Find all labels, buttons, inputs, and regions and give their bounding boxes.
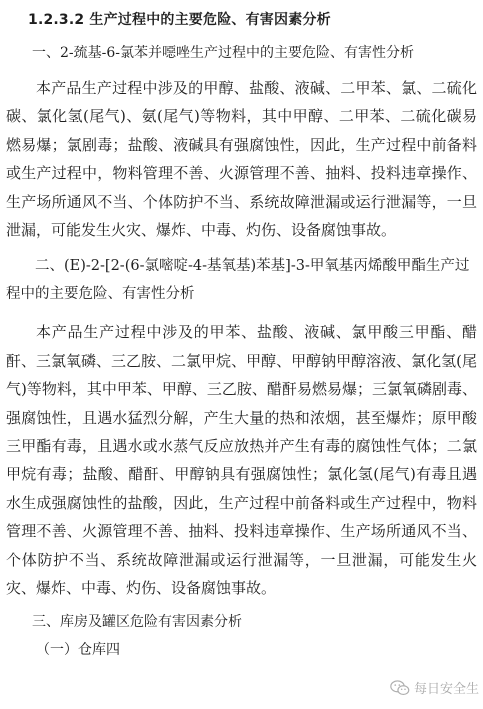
paragraph-1: 本产品生产过程中涉及的甲醇、盐酸、液碱、二甲苯、氯、二硫化碳、氯化氢(尾气)、氨(尾气)等物料，其中甲醇、二甲苯、二硫化碳易燃易爆；氯剧毒；盐酸、液碱具有强腐蚀性，因此，生产过程中前备料或生产过程中，物料管理不善、火源管理不善、抽料、投料违章操作、生产场所通风不当、个体防护不当、系统故障泄漏或运行泄漏等，一旦泄漏，可能发生火灾、爆炸、中毒、灼伤、设备腐蚀事故。: [6, 79, 477, 240]
subsection-title-2: 二、(E)-2-[2-(6-氯嘧啶-4-基氧基)苯基]-3-甲氧基丙烯酸甲酯生产过程中的主要危险、有害性分析: [6, 258, 470, 303]
section-title-3: 三、库房及罐区危险有害因素分析: [32, 613, 242, 630]
section-heading: 1.2.3.2 生产过程中的主要危险、有害因素分析: [28, 12, 331, 28]
watermark-text: 每日安全生: [413, 682, 479, 697]
watermark: [390, 678, 479, 697]
list-item-warehouse-4: （一）仓库四: [36, 641, 120, 658]
wechat-icon: [390, 679, 410, 697]
paragraph-2: 本产品生产过程中涉及的甲苯、盐酸、液碱、氯甲酸三甲酯、醋酐、三氯氧磷、三乙胺、二氯甲烷、甲醇、甲醇钠甲醇溶液、氯化氢(尾气)等物料，其中甲苯、甲醇、三乙胺、醋酐易燃易爆；三氯氧磷剧毒、强腐蚀性，且遇水猛烈分解，产生大量的热和浓烟，甚至爆炸；原甲酸三甲酯有毒，且遇水或水蒸气反应放热并产生有毒的腐蚀性气体；二氯甲烷有毒；盐酸、醋酐、甲醇钠具有强腐蚀性；氯化氢(尾气)有毒且遇水生成强腐蚀性的盐酸，因此，生产过程中前备料或生产过程中，物料管理不善、火源管理不善、抽料、投料违章操作、生产场所通风不当、个体防护不当、系统故障泄漏或运行泄漏等，一旦泄漏，可能发生火灾、爆炸、中毒、灼伤、设备腐蚀事故。: [6, 323, 477, 598]
subsection-title-1: 一、2-巯基-6-氯苯并噁唑生产过程中的主要危险、有害性分析: [32, 45, 415, 61]
